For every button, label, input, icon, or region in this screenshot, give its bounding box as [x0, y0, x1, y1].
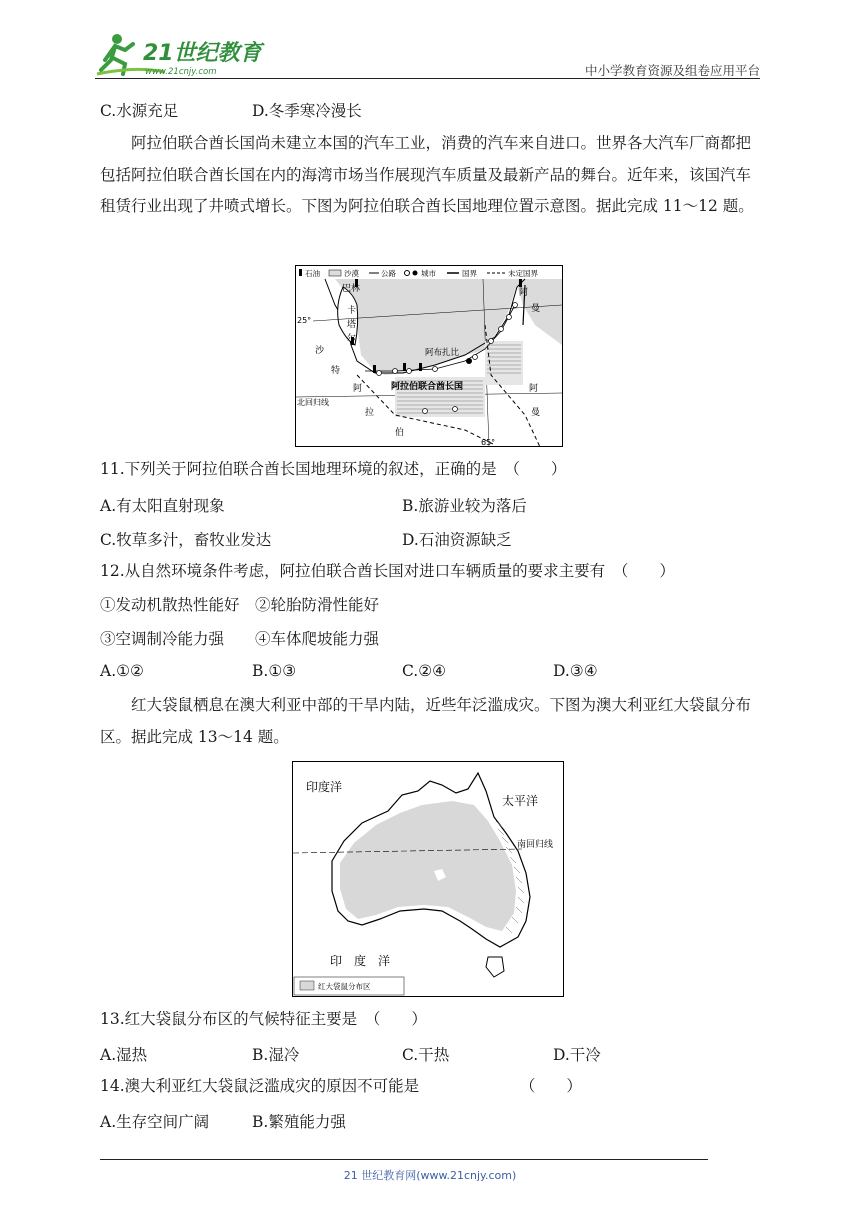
label-bahrain: 巴林	[342, 284, 361, 294]
label-abu-dhabi: 阿布扎比	[425, 348, 460, 358]
q10-option-d: D.冬季寒冷漫长	[252, 102, 362, 120]
label-tropic-of-capricorn: 南回归线	[517, 840, 554, 850]
platform-name: 中小学教育资源及组卷应用平台	[584, 63, 760, 78]
label-qatar-2: 塔	[347, 320, 357, 330]
label-indian-ocean-south: 印 度 洋	[330, 954, 391, 968]
label-qatar-1: 卡	[347, 306, 357, 316]
q13-stem: 13.红大袋鼠分布区的气候特征主要是 （ ）	[100, 1010, 427, 1028]
q14-option-a: A.生存空间广阔	[100, 1113, 210, 1131]
legend-desert: 沙漠	[344, 269, 359, 278]
legend-kangaroo-range: 红大袋鼠分布区	[318, 982, 371, 991]
q12-statements-1: ①发动机散热性能好 ②轮胎防滑性能好	[100, 596, 380, 614]
label-saudi-2: 特	[331, 366, 341, 376]
label-oman-2: 曼	[531, 408, 541, 418]
footer-rule	[100, 1159, 708, 1160]
q11-option-a: A.有太阳直射现象	[100, 497, 225, 515]
intro-paragraph-kangaroo: 红大袋鼠栖息在澳大利亚中部的干旱内陆，近些年泛滥成灾。下图为澳大利亚红大袋鼠分布区。据此完成 13～14 题。	[100, 696, 752, 746]
q13-option-d: D.干冷	[553, 1046, 601, 1064]
q11-stem: 11.下列关于阿拉伯联合酋长国地理环境的叙述，正确的是 （ ）	[100, 460, 567, 478]
legend-city: 城市	[421, 269, 436, 278]
label-saudi-4: 拉	[365, 408, 375, 418]
label-tropic-of-cancer: 北回归线	[297, 398, 329, 407]
header-rule	[95, 78, 760, 79]
label-pacific-ocean: 太平洋	[502, 794, 539, 808]
q14-stem: 14.澳大利亚红大袋鼠泛滥成灾的原因不可能是 （ ）	[100, 1077, 582, 1095]
label-saudi-3: 阿	[353, 384, 363, 394]
q13-option-a: A.湿热	[100, 1046, 148, 1064]
legend-border: 国界	[462, 269, 477, 278]
legend-swatch	[300, 981, 314, 990]
label-oman-top-1: 阿	[519, 288, 529, 298]
page-header	[95, 30, 760, 80]
q11-option-d: D.石油资源缺乏	[402, 531, 512, 549]
q10-option-c: C.水源充足	[100, 102, 179, 120]
q11-option-b: B.旅游业较为落后	[402, 497, 527, 515]
label-uae: 阿拉伯联合酋长国	[391, 382, 464, 392]
oil-icon	[299, 269, 302, 276]
desert-icon	[329, 270, 341, 276]
uae-location-map	[295, 265, 563, 447]
site-logo	[95, 30, 265, 78]
australia-kangaroo-map	[292, 761, 564, 997]
footer-link[interactable]: 21 世纪教育网(www.21cnjy.com)	[343, 1169, 517, 1182]
legend-oil: 石油	[305, 269, 320, 278]
legend-disputed-border: 未定国界	[508, 269, 538, 278]
label-lat-25: 25°	[297, 316, 312, 325]
q13-option-c: C.干热	[402, 1046, 450, 1064]
label-saudi-1: 沙	[315, 346, 325, 356]
label-oman-top-2: 曼	[531, 304, 541, 314]
q12-option-d: D.③④	[553, 662, 598, 680]
q13-option-b: B.湿冷	[252, 1046, 300, 1064]
q14-option-b: B.繁殖能力强	[252, 1113, 346, 1131]
q12-option-c: C.②④	[402, 662, 447, 680]
svg-text:www.21cnjy.com: www.21cnjy.com	[145, 67, 217, 77]
intro-paragraph-uae: 阿拉伯联合酋长国尚未建立本国的汽车工业，消费的汽车来自进口。世界各大汽车厂商都把包括阿拉伯联合酋长国在内的海湾市场当作展现汽车质量及最新产品的舞台。近年来，该国汽车租赁行业出现了井喷式增长。下图为阿拉伯联合酋长国地理位置示意图。据此完成 11～12 题。	[100, 134, 754, 215]
label-indian-ocean-nw: 印度洋	[306, 780, 343, 794]
svg-text:21世纪教育: 21世纪教育	[143, 41, 262, 66]
label-lon-65: 65°	[481, 438, 496, 447]
q12-option-a: A.①②	[100, 662, 144, 680]
city-icon	[405, 271, 410, 276]
q12-option-b: B.①③	[252, 662, 297, 680]
q11-option-c: C.牧草多汁，畜牧业发达	[100, 531, 272, 549]
q12-statements-2: ③空调制冷能力强 ④车体爬坡能力强	[100, 630, 380, 648]
label-qatar-3: 尔	[347, 334, 357, 344]
legend-road: 公路	[381, 269, 396, 278]
q12-stem: 12.从自然环境条件考虑，阿拉伯联合酋长国对进口车辆质量的要求主要有 （ ）	[100, 562, 675, 580]
label-oman-1: 阿	[529, 384, 539, 394]
label-saudi-5: 伯	[395, 428, 405, 438]
